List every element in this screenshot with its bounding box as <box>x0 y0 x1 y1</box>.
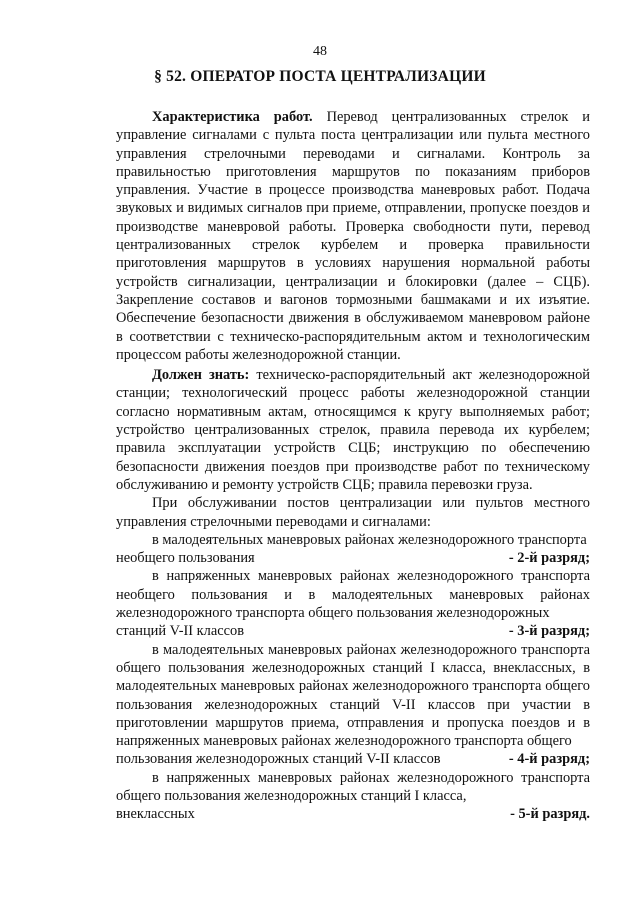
grade-label: - 4-й разряд; <box>508 751 590 768</box>
document-body <box>116 108 590 824</box>
work-characteristic-paragraph <box>116 108 590 364</box>
grade-item-last-line: необщего пользования <box>116 550 255 567</box>
grade-label: - 2-й разряд; <box>508 550 590 567</box>
grade-label: - 3-й разряд; <box>508 623 590 640</box>
grade-item-5 <box>116 769 590 824</box>
page-number: 48 <box>313 44 327 59</box>
grade-item-4 <box>116 641 590 769</box>
must-know-text: техническо-распорядительный акт железнодорожной станции; технологический процесс работы железнодорожной станции согласно нормативным актам, относящимся к кругу выполняемых работ; устройство централизованных стрелок, правила перевода их курбелем; правила эксплуатации устройств СЦБ; инструкцию по обеспечению безопасности движения поездов при производстве работ по техническому обслуживанию и ремонту устройств СЦБ; правила перевозки груза. <box>116 367 590 493</box>
work-characteristic-text: Перевод централизованных стрелок и управление сигналами с пульта поста централизации или пульта местного управления стрелочными переводами и сигналами. Контроль за правильностью приготовления маршрутов по показаниям приборов управления. Участие в процессе производства маневровых работ. Подача звуковых и видимых сигналов при приеме, отправлении, пропуске поездов и производстве маневровой работы. Проверка свободности пути, перевод централизованных стрелок курбелем и проверка правильности приготовления маршрутов в условиях нарушения нормальной работы устройств сигнализации, централизации и блокировки (далее – СЦБ). Закрепление составов и вагонов тормозными башмаками и их изъятие. Обеспечение безопасности движения в обслуживаемом маневровом районе в соответствии с техническо-распорядительным актом и технологическим процессом работы железнодорожной станции. <box>116 109 590 363</box>
grade-item-text: в малодеятельных маневровых районах железнодорожного транспорта <box>152 531 587 548</box>
grade-label: - 5-й разряд. <box>510 806 590 823</box>
grade-item-2 <box>116 531 590 568</box>
grades-intro: При обслуживании постов централизации или пультов местного управления стрелочными переводами и сигналами: <box>116 495 590 530</box>
grade-item-last-line: внеклассных <box>116 806 195 823</box>
must-know-label: Должен знать: <box>152 367 250 384</box>
grade-item-text: в напряженных маневровых районах железнодорожного транспорта необщего пользования и в малодеятельных маневровых районах железнодорожного транспорта общего пользования железнодорожных <box>116 568 590 622</box>
grade-item-last-line: станций V-II классов <box>116 623 245 640</box>
must-know-paragraph <box>116 366 590 494</box>
grade-item-text: в малодеятельных маневровых районах железнодорожного транспорта общего пользования железнодорожных станций I класса, внеклассных, в малодеятельных маневровых районах железнодорожного транспорта общего пользования железнодорожных станций V-II классов при участии в приготовлении маршрутов приема, отправления и пропуска поездов и в напряженных маневровых районах железнодорожного транспорта общего <box>116 641 590 750</box>
grade-item-3 <box>116 567 590 640</box>
grade-item-last-line: пользования железнодорожных станций V-II классов <box>116 751 441 768</box>
work-characteristic-label: Характеристика работ. <box>152 109 313 125</box>
grade-item-text: в напряженных маневровых районах железнодорожного транспорта общего пользования железнодорожных станций I класса, <box>116 769 590 804</box>
section-title: § 52. ОПЕРАТОР ПОСТА ЦЕНТРАЛИЗАЦИИ <box>154 68 486 85</box>
